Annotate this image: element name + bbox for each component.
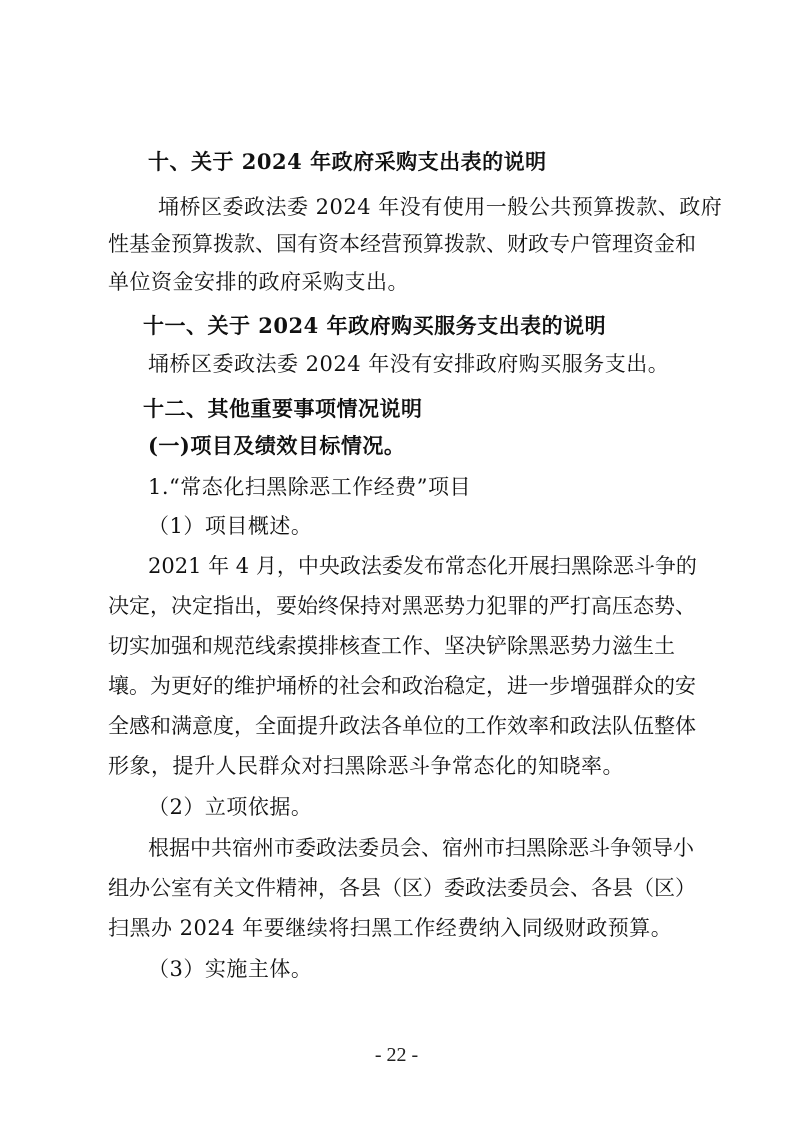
paragraph-line: 2021 年 4 月，中央政法委发布常态化开展扫黑除恶斗争的	[148, 554, 697, 578]
paragraph-line: 全感和满意度，全面提升政法各单位的工作效率和政法队伍整体	[108, 714, 696, 738]
section-heading-12: 十二、其他重要事项情况说明	[143, 396, 423, 421]
paragraph-line: 扫黑办 2024 年要继续将扫黑工作经费纳入同级财政预算。	[108, 916, 673, 940]
item-subheading: （3）实施主体。	[148, 957, 313, 981]
paragraph-line: 组办公室有关文件精神，各县（区）委政法委员会、各县（区）	[108, 876, 696, 900]
paragraph-line: 切实加强和规范线索摸排核查工作、坚决铲除黑恶势力滋生土	[108, 634, 675, 658]
page-number: - 22 -	[374, 1044, 419, 1066]
subsection-heading: (一)项目及绩效目标情况。	[148, 433, 406, 458]
section-heading-11: 十一、关于 2024 年政府购买服务支出表的说明	[143, 313, 607, 338]
item-subheading: （2）立项依据。	[148, 795, 313, 819]
paragraph-line: 决定，决定指出，要始终保持对黑恶势力犯罪的严打高压态势、	[108, 594, 696, 618]
item-title: 1.“常态化扫黑除恶工作经费”项目	[148, 475, 472, 499]
item-subheading: （1）项目概述。	[148, 514, 313, 538]
paragraph-line: 性基金预算拨款、国有资本经营预算拨款、财政专户管理资金和	[108, 232, 696, 256]
paragraph-line: 根据中共宿州市委政法委员会、宿州市扫黑除恶斗争领导小	[148, 836, 694, 860]
paragraph-line: 埇桥区委政法委 2024 年没有安排政府购买服务支出。	[148, 352, 670, 376]
paragraph-line: 单位资金安排的政府采购支出。	[108, 270, 409, 294]
section-heading-10: 十、关于 2024 年政府采购支出表的说明	[148, 149, 547, 174]
paragraph-line: 壤。为更好的维护埇桥的社会和政治稳定，进一步增强群众的安	[108, 674, 696, 698]
paragraph-line: 埇桥区委政法委 2024 年没有使用一般公共预算拨款、政府	[158, 195, 723, 219]
paragraph-line: 形象，提升人民群众对扫黑除恶斗争常态化的知晓率。	[108, 754, 624, 778]
